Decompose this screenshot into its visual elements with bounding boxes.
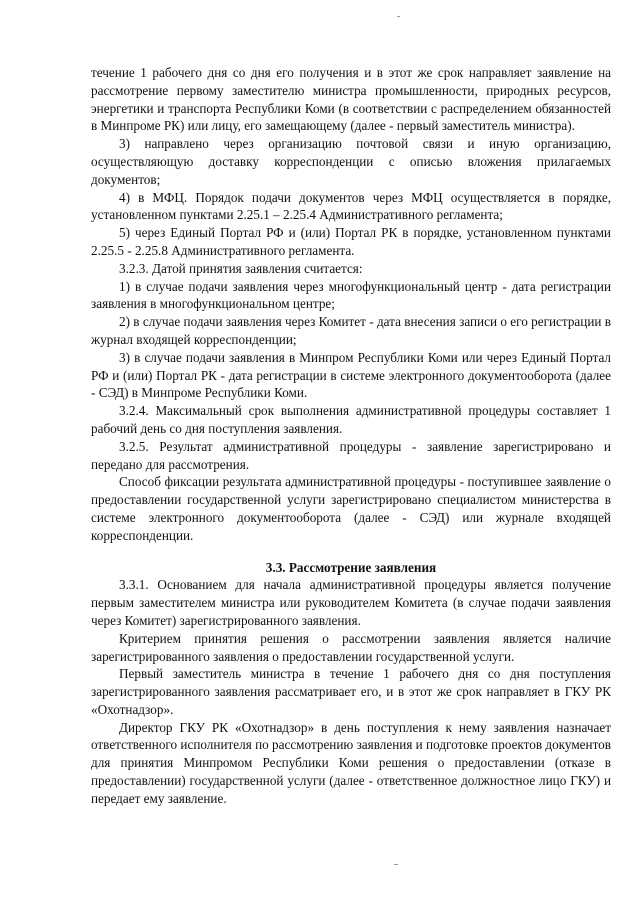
paragraph-item-3-postal: 3) направлено через организацию почтовой связи и иную организацию, осуществляющую доставку корреспонденции с описью вложения прилагаемых документов; — [91, 136, 611, 187]
paragraph-fixation-method: Способ фиксации результата административной процедуры - поступившее заявление о предоставлении государственной услуги зарегистрировано специалистом министерства в системе электронного документооборота (далее - СЭД) или журнале входящей корреспонденции. — [91, 474, 611, 543]
paragraph-item-5-portal: 5) через Единый Портал РФ и (или) Портал РК в порядке, установленном пунктами 2.25.5 - 2.25.8 Административного регламента. — [91, 225, 611, 258]
paragraph-3-3-1: 3.3.1. Основанием для начала административной процедуры является получение первым заместителем министра или руководителем Комитета (в случае подачи заявления через Комитет) зарегистрированного заявления. — [91, 577, 611, 628]
document-body — [91, 64, 611, 808]
paragraph-criterion: Критерием принятия решения о рассмотрении заявления является наличие зарегистрированного заявления о предоставлении государственной услуги. — [91, 630, 611, 664]
paragraph-3-2-3: 3.2.3. Датой принятия заявления считается: — [119, 260, 363, 276]
paragraph-3-2-5: 3.2.5. Результат административной процедуры - заявление зарегистрировано и передано для рассмотрения. — [91, 438, 611, 472]
scan-speck — [394, 864, 398, 865]
paragraph-3-2-4: 3.2.4. Максимальный срок выполнения административной процедуры составляет 1 рабочий день со дня поступления заявления. — [91, 403, 611, 436]
paragraph-continuation: течение 1 рабочего дня со дня его получения и в этот же срок направляет заявление на рассмотрение первому заместителю министра промышленности, природных ресурсов, энергетики и транспорта Республики Коми (в соответствии с распределением обязанностей в Минпроме РК) или лицу, его замещающему (далее - первый заместитель министра). — [91, 65, 611, 134]
section-heading: 3.3. Рассмотрение заявления — [265, 559, 437, 575]
paragraph-item-4-mfc: 4) в МФЦ. Порядок подачи документов через МФЦ осуществляется в порядке, установленном пунктами 2.25.1 – 2.25.4 Административного регламента; — [91, 189, 611, 223]
paragraph-date-item-3: 3) в случае подачи заявления в Минпром Республики Коми или через Единый Портал РФ и (или) Портал РК - дата регистрации в системе электронного документооборота (далее - СЭД) в Минпроме Республики Коми. — [91, 349, 611, 401]
paragraph-date-item-1: 1) в случае подачи заявления через многофункциональный центр - дата регистрации заявления в многофункциональном центре; — [91, 278, 611, 312]
paragraph-director: Директор ГКУ РК «Охотнадзор» в день поступления к нему заявления назначает ответственного исполнителя по рассмотрению заявления и подготовке проектов документов для принятия Минпромом Республики Коми решения о предоставлении (отказе в предоставлении) государственной услуги (далее - ответственное должностное лицо ГКУ) и передает ему заявление. — [91, 719, 611, 806]
paragraph-first-deputy: Первый заместитель министра в течение 1 рабочего дня со дня поступления зарегистрированного заявления рассматривает его, и в этот же срок направляет в ГКУ РК «Охотнадзор». — [91, 666, 611, 717]
scan-speck — [397, 16, 400, 17]
paragraph-date-item-2: 2) в случае подачи заявления через Комитет - дата внесения записи о его регистрации в журнал входящей корреспонденции; — [91, 314, 611, 347]
